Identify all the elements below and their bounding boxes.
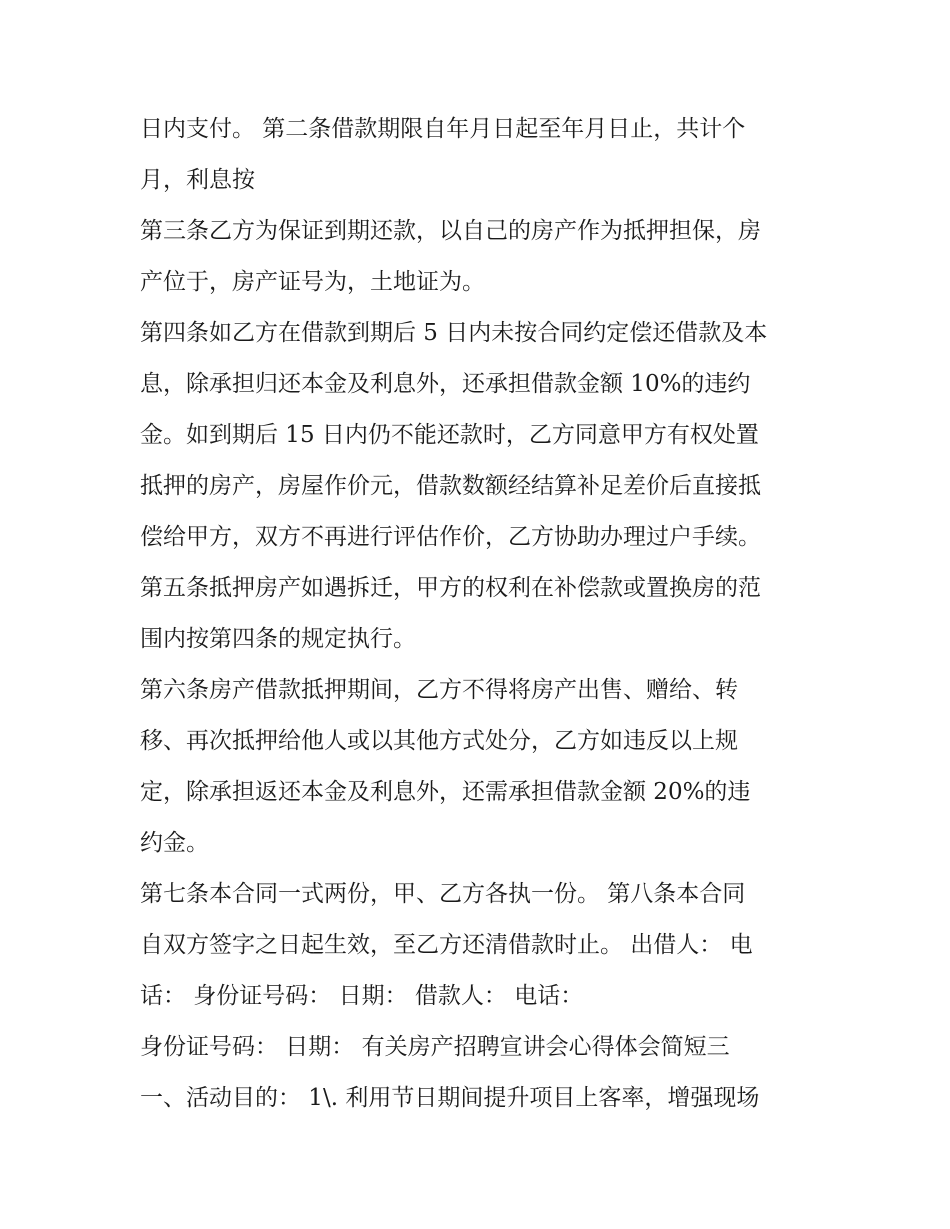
- text-line: 产位于，房产证号为，土地证为。: [140, 269, 485, 295]
- text-line: 抵押的房产，房屋作价元，借款数额经结算补足差价后直接抵: [140, 473, 761, 499]
- text-line: 一、活动目的： 1\. 利用节日期间提升项目上客率，增强现场: [140, 1085, 760, 1111]
- text-line: 身份证号码： 日期： 有关房产招聘宣讲会心得体会简短三: [140, 1034, 730, 1060]
- text-line: 移、再次抵押给他人或以其他方式处分，乙方如违反以上规: [140, 728, 738, 754]
- text-line: 偿给甲方，双方不再进行评估作价，乙方协助办理过户手续。: [140, 524, 761, 550]
- text-line: 第四条如乙方在借款到期后 5 日内未按合同约定偿还借款及本: [140, 320, 768, 346]
- text-line: 日内支付。 第二条借款期限自年月日起至年月日止，共计个: [140, 116, 746, 142]
- text-line: 月，利息按: [140, 167, 255, 193]
- text-line: 第六条房产借款抵押期间，乙方不得将房产出售、赠给、转: [140, 677, 738, 703]
- text-line: 围内按第四条的规定执行。: [140, 626, 416, 652]
- text-line: 定，除承担返还本金及利息外，还需承担借款金额 20%的违: [140, 779, 751, 805]
- document-body: [140, 104, 820, 1124]
- text-line: 自双方签字之日起生效，至乙方还清借款时止。 出借人： 电: [140, 932, 753, 958]
- text-line: 第三条乙方为保证到期还款，以自己的房产作为抵押担保，房: [140, 218, 761, 244]
- text-line: 第五条抵押房产如遇拆迁，甲方的权利在补偿款或置换房的范: [140, 575, 761, 601]
- text-line: 息，除承担归还本金及利息外，还承担借款金额 10%的违约: [140, 371, 751, 397]
- text-line: 金。如到期后 15 日内仍不能还款时，乙方同意甲方有权处置: [140, 422, 759, 448]
- text-line: 约金。: [140, 830, 209, 856]
- text-line: 话： 身份证号码： 日期： 借款人： 电话：: [140, 983, 584, 1009]
- text-line: 第七条本合同一式两份，甲、乙方各执一份。 第八条本合同: [140, 881, 746, 907]
